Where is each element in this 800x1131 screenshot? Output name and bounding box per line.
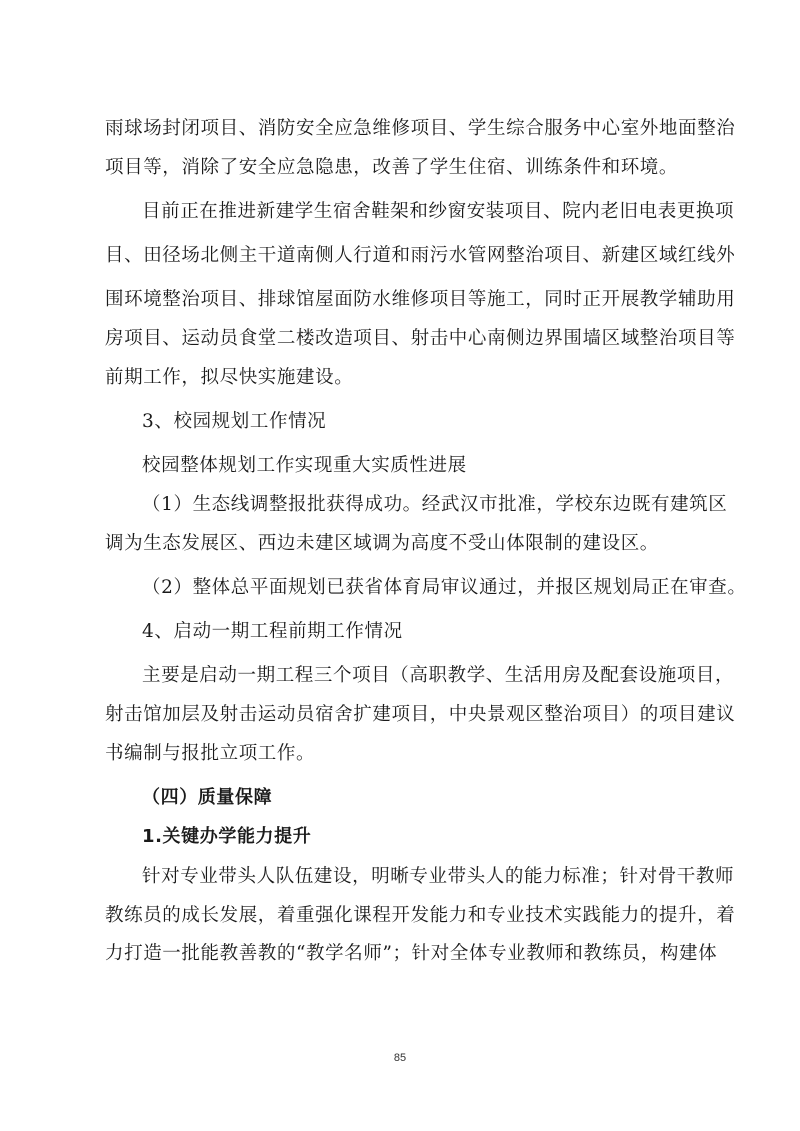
text-line: 书编制与报批立项工作。 xyxy=(105,743,316,764)
section-heading: 3、校园规划工作情况 xyxy=(142,411,327,432)
page-number: 85 xyxy=(393,1052,407,1064)
text-line: 调为生态发展区、西边未建区域调为高度不受山体限制的建设区。 xyxy=(105,533,659,554)
text-line: 力打造一批能教善教的“教学名师”；针对全体专业教师和教练员，构建体 xyxy=(105,943,718,964)
text-line: （2）整体总平面规划已获省体育局审议通过，并报区规划局正在审查。 xyxy=(142,577,747,598)
text-line: 雨球场封闭项目、消防安全应急维修项目、学生综合服务中心室外地面整治 xyxy=(105,118,736,139)
text-line: 前期工作，拟尽快实施建设。 xyxy=(105,367,354,388)
text-line: 目前正在推进新建学生宿舍鞋架和纱窗安装项目、院内老旧电表更换项 xyxy=(142,201,735,222)
subsection-heading-bold: 1.关键办学能力提升 xyxy=(142,826,312,847)
text-line: 目、田径场北侧主干道南侧人行道和雨污水管网整治项目、新建区域红线外 xyxy=(105,245,736,266)
section-heading-bold: （四）质量保障 xyxy=(142,787,273,808)
text-line: 围环境整治项目、排球馆屋面防水维修项目等施工，同时正开展教学辅助用 xyxy=(105,289,736,310)
text-line: （1）生态线调整报批获得成功。经武汉市批准，学校东边既有建筑区 xyxy=(142,494,728,515)
text-line: 教练员的成长发展，着重强化课程开发能力和专业技术实践能力的提升，着 xyxy=(105,905,736,926)
text-line: 针对专业带头人队伍建设，明晰专业带头人的能力标准；针对骨干教师 xyxy=(142,866,735,887)
text-line: 校园整体规划工作实现重大实质性进展 xyxy=(142,455,467,476)
text-line: 射击馆加层及射击运动员宿舍扩建项目，中央景观区整治项目）的项目建议 xyxy=(105,704,736,725)
section-heading: 4、启动一期工程前期工作情况 xyxy=(142,621,403,642)
text-line: 项目等，消除了安全应急隐患，改善了学生住宿、训练条件和环境。 xyxy=(105,157,679,178)
text-line: 房项目、运动员食堂二楼改造项目、射击中心南侧边界围墙区域整治项目等 xyxy=(105,328,736,349)
text-line: 主要是启动一期工程三个项目（高职教学、生活用房及配套设施项目， xyxy=(142,665,735,686)
